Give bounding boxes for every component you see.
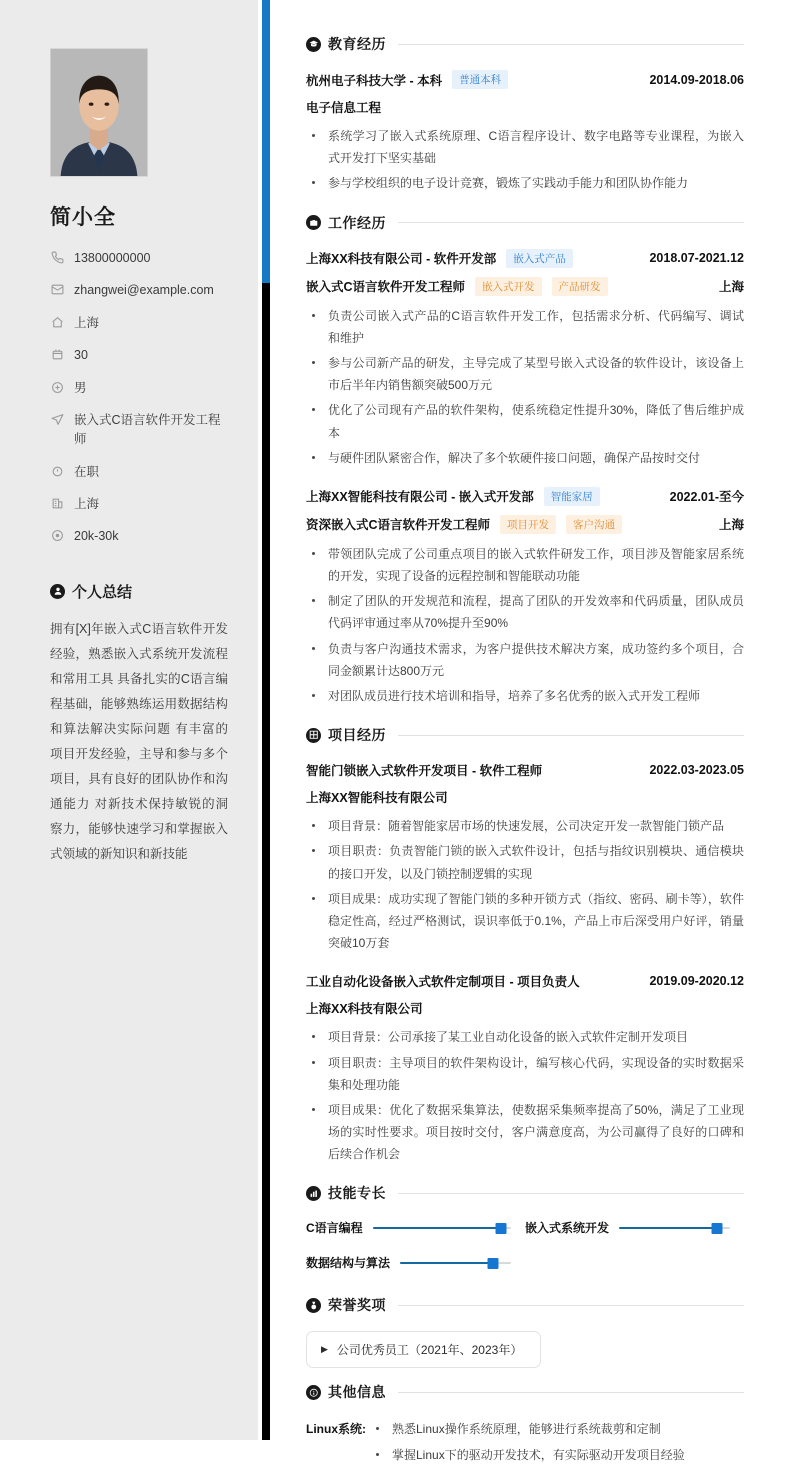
skill-label: C语言编程 <box>306 1221 363 1236</box>
list-item: 项目成果：成功实现了智能门锁的多种开锁方式（指纹、密码、刷卡等），软件稳定性高，经过严格测试，误识率低于0.1%，产品上市后深受用户好评，销量突破10万套 <box>306 888 744 955</box>
position-icon <box>50 412 65 427</box>
list-item: 项目职责：主导项目的软件架构设计，编写核心代码，实现设备的实时数据采集和处理功能 <box>306 1052 744 1096</box>
contact-row-salary <box>50 527 236 546</box>
project-date: 2022.03-2023.05 <box>649 763 744 778</box>
section-header-skills <box>306 1183 744 1203</box>
project-title: 智能门锁嵌入式软件开发项目 - 软件工程师 <box>306 764 543 779</box>
contact-row-phone <box>50 249 236 268</box>
list-item: 制定了团队的开发规范和流程，提高了团队的开发效率和代码质量，团队成员代码评审通过率从70%提升至90% <box>306 590 744 634</box>
contact-row-position <box>50 411 236 450</box>
education-tag: 普通本科 <box>452 70 508 89</box>
project-entry-header <box>306 761 744 779</box>
person-name: 简小全 <box>50 206 116 229</box>
work-role-tag: 嵌入式开发 <box>475 277 542 296</box>
award-text: 公司优秀员工（2021年、2023年） <box>336 1343 523 1358</box>
project-entry <box>306 972 744 1165</box>
section-awards <box>306 1295 744 1376</box>
project-entry-header <box>306 972 744 990</box>
contact-row-age <box>50 346 236 365</box>
section-rule <box>398 1193 744 1194</box>
section-header-projects <box>306 725 744 745</box>
list-item: 参与公司新产品的研发，主导完成了某型号嵌入式设备的软件设计，该设备上市后半年内销售额突破500万元 <box>306 352 744 396</box>
work-company: 上海XX智能科技有限公司 - 嵌入式开发部 <box>306 490 534 505</box>
work-role: 嵌入式C语言软件开发工程师 <box>306 280 466 295</box>
personal-summary-text: 拥有[X]年嵌入式C语言软件开发经验，熟悉嵌入式系统开发流程和常用工具 具备扎实的C语言编程基础，能够熟练运用数据结构和算法解决实际问题 有丰富的项目开发经验，主导和参与多个项目，具有良好的团队协作和沟通能力 对新技术保持敏锐的洞察力，能够快速学习和掌握嵌入式领域的新知识和新技能 <box>50 621 228 861</box>
contact-value-age: 30 <box>74 348 88 363</box>
contact-value-city: 上海 <box>74 497 100 511</box>
section-header-awards <box>306 1295 744 1315</box>
section-other-info <box>306 1382 744 1468</box>
skill-knob[interactable] <box>488 1258 499 1269</box>
skill-slider[interactable] <box>619 1221 730 1235</box>
gender-icon <box>50 380 65 395</box>
contact-row-status <box>50 463 236 482</box>
briefcase-icon <box>306 215 321 230</box>
contact-value-status: 在职 <box>74 464 100 479</box>
work-role-tag: 客户沟通 <box>566 515 622 534</box>
work-location: 上海 <box>718 518 744 533</box>
skill-item <box>306 1219 525 1236</box>
project-date: 2019.09-2020.12 <box>649 974 744 989</box>
other-info-bullets <box>370 1418 744 1468</box>
list-item: 系统学习了嵌入式系统原理、C语言程序设计、数字电路等专业课程，为嵌入式开发打下坚实基础 <box>306 125 744 169</box>
work-date: 2022.01-至今 <box>669 490 744 505</box>
education-entry-header <box>306 70 744 89</box>
contact-row-city <box>50 495 236 514</box>
contact-value-phone: 13800000000 <box>74 251 151 265</box>
list-item: 优化了公司现有产品的软件架构，使系统稳定性提升30%，降低了售后维护成本 <box>306 399 744 443</box>
skill-knob[interactable] <box>711 1223 722 1234</box>
graduation-cap-icon <box>306 37 321 52</box>
work-role-tag: 产品研发 <box>552 277 608 296</box>
list-item: 与硬件团队紧密合作，解决了多个软硬件接口问题，确保产品按时交付 <box>306 447 744 469</box>
skill-slider[interactable] <box>400 1256 511 1270</box>
info-icon <box>306 1385 321 1400</box>
contact-value-gender: 男 <box>74 380 87 395</box>
project-company: 上海XX智能科技有限公司 <box>306 791 448 806</box>
personal-summary-header <box>50 581 236 602</box>
project-bullets <box>306 1026 744 1165</box>
section-title-projects: 项目经历 <box>328 727 386 744</box>
work-company: 上海XX科技有限公司 - 软件开发部 <box>306 252 497 267</box>
section-work <box>306 213 744 708</box>
work-bullets <box>306 543 744 707</box>
city-icon <box>50 496 65 511</box>
work-role: 资深嵌入式C语言软件开发工程师 <box>306 518 491 533</box>
section-header-education <box>306 34 744 54</box>
section-title-skills: 技能专长 <box>328 1185 386 1202</box>
skill-label: 数据结构与算法 <box>306 1256 391 1271</box>
section-header-work <box>306 213 744 233</box>
contact-row-home <box>50 314 236 333</box>
skill-fill <box>400 1262 493 1264</box>
personal-summary-title: 个人总结 <box>72 583 133 601</box>
list-item: 熟悉Linux操作系统原理，能够进行系统裁剪和定制 <box>370 1418 744 1440</box>
section-rule <box>398 1305 744 1306</box>
avatar <box>50 48 148 177</box>
list-item: 对团队成员进行技术培训和指导，培养了多名优秀的嵌入式开发工程师 <box>306 685 744 707</box>
work-bullets <box>306 305 744 469</box>
work-role-row <box>306 277 744 296</box>
calendar-icon <box>50 347 65 362</box>
section-title-other-info: 其他信息 <box>328 1384 386 1401</box>
sidebar <box>0 0 258 1440</box>
list-item: 带领团队完成了公司重点项目的嵌入式软件研发工作，项目涉及智能家居系统的开发，实现了设备的远程控制和智能联动功能 <box>306 543 744 587</box>
other-info-group <box>306 1418 744 1468</box>
list-item: 负责公司嵌入式产品的C语言软件开发工作，包括需求分析、代码编写、调试和维护 <box>306 305 744 349</box>
section-projects <box>306 725 744 1165</box>
main-content <box>258 0 794 1462</box>
chart-bar-icon <box>306 1186 321 1201</box>
mail-icon <box>50 282 65 297</box>
contact-row-gender <box>50 379 236 398</box>
section-education <box>306 34 744 195</box>
section-title-work: 工作经历 <box>328 214 386 231</box>
list-item: 项目成果：优化了数据采集算法，使数据采集频率提高了50%，满足了工业现场的实时性要求。项目按时交付，客户满意度高，为公司赢得了良好的口碑和后续合作机会 <box>306 1099 744 1166</box>
work-entry-header <box>306 249 744 268</box>
contact-row-email <box>50 281 236 300</box>
work-role-tag: 项目开发 <box>500 515 556 534</box>
work-entry <box>306 249 744 469</box>
section-rule <box>398 222 744 223</box>
status-icon <box>50 464 65 479</box>
work-date: 2018.07-2021.12 <box>649 251 744 266</box>
project-grid-icon <box>306 728 321 743</box>
home-icon <box>50 315 65 330</box>
contact-value-home: 上海 <box>74 315 100 330</box>
skills-grid <box>306 1219 744 1289</box>
section-title-awards: 荣誉奖项 <box>328 1297 386 1314</box>
award-item[interactable] <box>306 1331 541 1368</box>
scrollbar-thumb[interactable] <box>262 0 270 283</box>
skill-fill <box>373 1227 502 1229</box>
section-skills <box>306 1183 744 1289</box>
education-bullets <box>306 125 744 195</box>
list-item: 项目背景：公司承接了某工业自动化设备的嵌入式软件定制开发项目 <box>306 1026 744 1048</box>
contact-value-email: zhangwei@example.com <box>74 283 214 298</box>
education-date: 2014.09-2018.06 <box>649 72 744 87</box>
skill-item <box>306 1254 525 1271</box>
scrollbar-track[interactable] <box>262 0 270 1440</box>
section-header-other-info <box>306 1382 744 1402</box>
project-bullets <box>306 815 744 954</box>
education-major: 电子信息工程 <box>306 101 382 115</box>
medal-icon <box>306 1298 321 1313</box>
project-company: 上海XX科技有限公司 <box>306 1002 423 1017</box>
work-tag: 智能家居 <box>544 487 600 506</box>
work-entry-header <box>306 487 744 506</box>
skill-knob[interactable] <box>496 1223 507 1234</box>
skill-fill <box>619 1227 717 1229</box>
education-school: 杭州电子科技大学 - 本科 <box>306 73 443 88</box>
skill-label: 嵌入式系统开发 <box>525 1221 610 1236</box>
salary-icon <box>50 528 65 543</box>
education-entry <box>306 70 744 195</box>
person-icon <box>50 584 65 599</box>
section-title-education: 教育经历 <box>328 36 386 52</box>
phone-icon <box>50 250 65 265</box>
section-rule <box>398 44 744 45</box>
other-info-label: Linux系统: <box>306 1422 366 1437</box>
skill-slider[interactable] <box>373 1221 511 1235</box>
project-entry <box>306 761 744 954</box>
work-role-row <box>306 515 744 534</box>
list-item: 掌握Linux下的驱动开发技术，有实际驱动开发项目经验 <box>370 1444 744 1466</box>
caret-right-icon: ▶ <box>321 1344 328 1355</box>
contact-info-list <box>50 249 236 547</box>
skill-item <box>525 1219 744 1236</box>
work-tag: 嵌入式产品 <box>506 249 573 268</box>
work-entry <box>306 487 744 707</box>
contact-value-position: 嵌入式C语言软件开发工程师 <box>74 412 221 447</box>
contact-value-salary: 20k-30k <box>74 529 119 544</box>
section-rule <box>398 1392 744 1393</box>
list-item: 参与学校组织的电子设计竞赛，锻炼了实践动手能力和团队协作能力 <box>306 172 744 194</box>
personal-summary-block <box>50 581 236 867</box>
project-title: 工业自动化设备嵌入式软件定制项目 - 项目负责人 <box>306 975 580 990</box>
list-item: 项目职责：负责智能门锁的嵌入式软件设计，包括与指纹识别模块、通信模块的接口开发，以及门锁控制逻辑的实现 <box>306 840 744 884</box>
list-item: 负责与客户沟通技术需求，为客户提供技术解决方案，成功签约多个项目，合同金额累计达800万元 <box>306 638 744 682</box>
work-location: 上海 <box>718 280 744 295</box>
list-item: 项目背景：随着智能家居市场的快速发展，公司决定开发一款智能门锁产品 <box>306 815 744 837</box>
section-rule <box>398 735 744 736</box>
